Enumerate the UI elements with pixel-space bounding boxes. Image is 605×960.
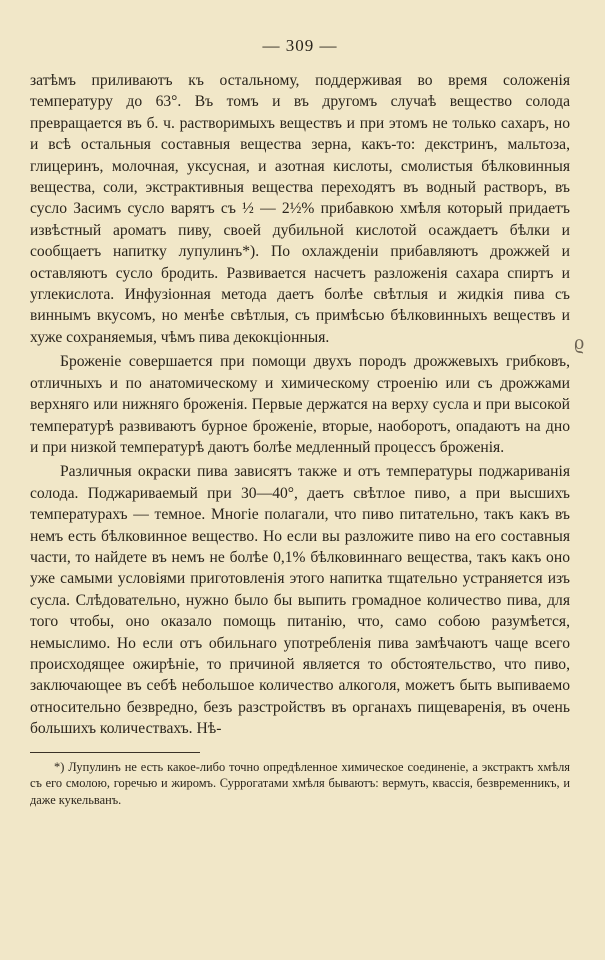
paragraph-3: Различныя окраски пива зависятъ также и отъ температуры поджариванія солода. Поджариваемый при 30—40°, даетъ свѣтлое пиво, а при высшихъ температурахъ — темное. Многіе полагали, что пиво питательно, такъ какъ въ немъ есть бѣлковинное вещество. Но если вы разложите пиво на его составныя части, то найдете въ немъ не болѣе 0,1% бѣлковиннаго вещества, такъ какъ оно уже самыми условіями приготовленія этого напитка тщательно устраняется изъ сусла. Слѣдовательно, нужно было бы выпить громадное количество пива, для того чтобы, оно оказало помощь питанію, что, само собою разумѣется, немыслимо. Но если отъ обильнаго употребленія пива замѣчаютъ чаще всего происходящее ожирѣніе, то причиной является то обстоятельство, что пиво, заключающее въ себѣ небольшое количество алкоголя, можетъ быть выпиваемо относительно безвредно, безъ разстройствъ въ органахъ пищеваренія, въ очень большихъ количествахъ. Нѣ- xyxy=(30,463,570,738)
footnote: *) Лупулинъ не есть какое-либо точно опредѣленное химическое соединеніе, а экстрактъ хмѣля съ его смолою, горечью и жиромъ. Суррогатами хмѣля бываютъ: вермутъ, квассія, безвременникъ, и даже кукельванъ. xyxy=(30,759,570,807)
footnote-divider xyxy=(30,752,200,753)
page-number: — 309 — xyxy=(262,36,338,55)
page-body xyxy=(30,36,570,808)
margin-mark: ϱ xyxy=(574,332,585,354)
paragraph-2: Броженіе совершается при помощи двухъ породъ дрожжевыхъ грибковъ, отличныхъ и по анатомическому и химическому строенію или съ дрожжами верхняго или нижняго броженія. Первые держатся на верху сусла и при высокой температурѣ развиваютъ бурное броженіе, вторые, наоборотъ, опадаютъ на дно и при низкой температурѣ даютъ болѣе медленный процессъ броженія. xyxy=(30,353,570,456)
paragraph-1: затѣмъ приливаютъ къ остальному, поддерживая во время соложенія температуру до 63°. Въ томъ и въ другомъ случаѣ вещество солода превращается въ б. ч. растворимыхъ веществъ и при этомъ не только сахаръ, но и всѣ остальныя составныя вещества зерна, какъ-то: декстринъ, мальтоза, глицеринъ, молочная, уксусная, и азотная кислоты, смолистыя бѣлковинныя вещества, соли, экстрактивныя вещества переходятъ въ водный растворъ, въ сусло Засимъ сусло варятъ съ ½ — 2½% прибавкою хмѣля который придаетъ извѣстный ароматъ пиву, своей дубильной кислотой осаждаетъ бѣлки и сообщаетъ напитку лупулинъ*). По охлажденіи прибавляютъ дрожжей и оставляютъ сусло бродить. Развивается насчетъ разложенія сахара спиртъ и углекислота. Инфузіонная метода даетъ болѣе свѣтлыя и жидкія пива съ виннымъ вкусомъ, но менѣе свѣтлыя, съ примѣсью бѣлковинныхъ веществъ и хуже сохраняемыя, чѣмъ пива декокціонныя. xyxy=(30,72,570,346)
